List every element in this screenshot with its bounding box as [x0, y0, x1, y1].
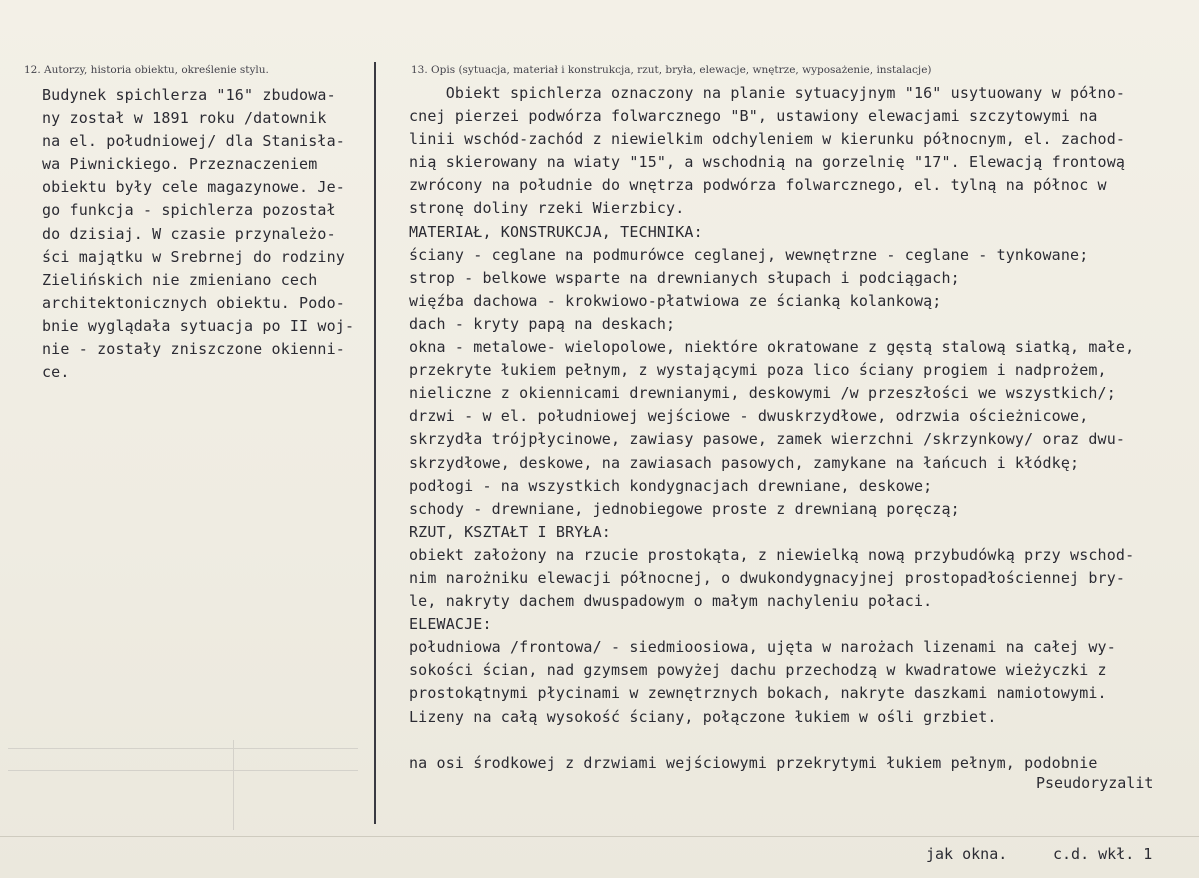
description-text-line: prostokątnymi płycinami w zewnętrznych bokach, nakryte daszkami namiotowymi.: [409, 684, 1107, 703]
history-text-line: wa Piwnickiego. Przeznaczeniem: [42, 155, 318, 174]
description-text-line: strop - belkowe wsparte na drewnianych słupach i podciągach;: [409, 268, 960, 287]
history-text-column: [42, 84, 354, 384]
description-text-line: obiekt założony na rzucie prostokąta, z niewielką nową przybudówką przy wschod-: [409, 545, 1135, 564]
description-text-line: nim narożniku elewacji północnej, o dwukondygnacyjnej prostopadłościennej bry-: [409, 568, 1126, 587]
history-text-line: bnie wyglądała sytuacja po II woj-: [42, 316, 355, 335]
description-text-line: le, nakryty dachem dwuspadowym o małym nachyleniu połaci.: [409, 592, 933, 611]
pseudoryzalit-annotation: Pseudoryzalit: [1036, 774, 1154, 792]
description-text-line: południowa /frontowa/ - siedmioosiowa, ujęta w narożach lizenami na całej wy-: [409, 638, 1116, 657]
history-text-line: ce.: [42, 363, 70, 382]
description-text-column: [409, 82, 1134, 775]
description-text-line: Obiekt spichlerza oznaczony na planie sytuacyjnym "16" usytuowany w półno-: [409, 84, 1126, 102]
description-text-line: stronę doliny rzeki Wierzbicy.: [409, 199, 685, 218]
history-text-line: obiektu były cele magazynowe. Je-: [42, 178, 345, 197]
history-text-line: ny został w 1891 roku /datownik: [42, 109, 327, 128]
history-text-line: ści majątku w Srebrnej do rodziny: [42, 247, 345, 266]
description-text-line: nieliczne z okiennicami drewnianymi, deskowymi /w przeszłości we wszystkich/;: [409, 384, 1116, 403]
description-text-line: dach - kryty papą na deskach;: [409, 314, 676, 333]
description-text-line: podłogi - na wszystkich kondygnacjach drewniane, deskowe;: [409, 476, 933, 495]
description-text-line: ściany - ceglane na podmurówce ceglanej, wewnętrzne - ceglane - tynkowane;: [409, 245, 1089, 264]
description-text-line: RZUT, KSZTAŁT I BRYŁA:: [409, 522, 611, 541]
description-text-line: cnej pierzei podwórza folwarcznego "B", ustawiony elewacjami szczytowymi na: [409, 107, 1098, 126]
footer-continuation-text: jak okna.: [926, 845, 1008, 863]
description-text-line: drzwi - w el. południowej wejściowe - dwuskrzydłowe, odrzwia ościeżnicowe,: [409, 407, 1089, 426]
description-text-line: nią skierowany na wiaty "15", a wschodnią na gorzelnię "17". Elewacją frontową: [409, 153, 1126, 172]
faint-showthrough-marks: [8, 740, 363, 830]
description-text-line: skrzydłowe, deskowe, na zawiasach pasowych, zamykane na łańcuch i kłódkę;: [409, 453, 1080, 472]
column-divider: [374, 62, 376, 824]
description-text-line: ELEWACJE:: [409, 615, 492, 634]
description-text-line: [409, 729, 1134, 752]
history-text-line: go funkcja - spichlerza pozostał: [42, 201, 336, 220]
description-text-line: więźba dachowa - krokwiowo-płatwiowa ze ścianką kolankową;: [409, 291, 942, 310]
history-text-line: nie - zostały zniszczone okienni-: [42, 340, 345, 359]
description-text-line: MATERIAŁ, KONSTRUKCJA, TECHNIKA:: [409, 222, 703, 241]
description-text-line: zwrócony na południe do wnętrza podwórza folwarcznego, el. tylną na północ w: [409, 176, 1107, 195]
description-text-line: Lizeny na całą wysokość ściany, połączone łukiem w ośli grzbiet.: [409, 707, 997, 726]
description-text-line: okna - metalowe- wielopolowe, niektóre okratowane z gęstą stalową siatką, małe,: [409, 338, 1135, 357]
history-text-line: na el. południowej/ dla Stanisła-: [42, 132, 345, 151]
section-12-header: 12. Autorzy, historia obiektu, określenie stylu.: [24, 64, 269, 76]
history-text-line: Zielińskich nie zmieniano cech: [42, 270, 318, 289]
page-edge-line: [0, 836, 1199, 837]
description-text-line: schody - drewniane, jednobiegowe proste z drewnianą poręczą;: [409, 499, 960, 518]
description-text-line: przekryte łukiem pełnym, z wystającymi poza lico ściany progiem i nadprożem,: [409, 361, 1107, 380]
description-text-line: sokości ścian, nad gzymsem powyżej dachu przechodzą w kwadratowe wieżyczki z: [409, 661, 1107, 680]
history-text-line: do dzisiaj. W czasie przynależo-: [42, 224, 336, 243]
history-text-line: architektonicznych obiektu. Podo-: [42, 293, 345, 312]
history-text-line: Budynek spichlerza "16" zbudowa-: [42, 86, 336, 104]
section-13-header: 13. Opis (sytuacja, materiał i konstrukcja, rzut, bryła, elewacje, wnętrze, wyposażenie, instalacje): [411, 64, 932, 76]
description-text-line: na osi środkowej z drzwiami wejściowymi przekrytymi łukiem pełnym, podobnie: [409, 753, 1098, 772]
description-text-line: skrzydła trójpłycinowe, zawiasy pasowe, zamek wierzchni /skrzynkowy/ oraz dwu-: [409, 430, 1126, 449]
description-text-line: linii wschód-zachód z niewielkim odchyleniem w kierunku północnym, el. zachod-: [409, 130, 1126, 149]
footer-insert-reference: c.d. wkł. 1: [1053, 845, 1153, 863]
